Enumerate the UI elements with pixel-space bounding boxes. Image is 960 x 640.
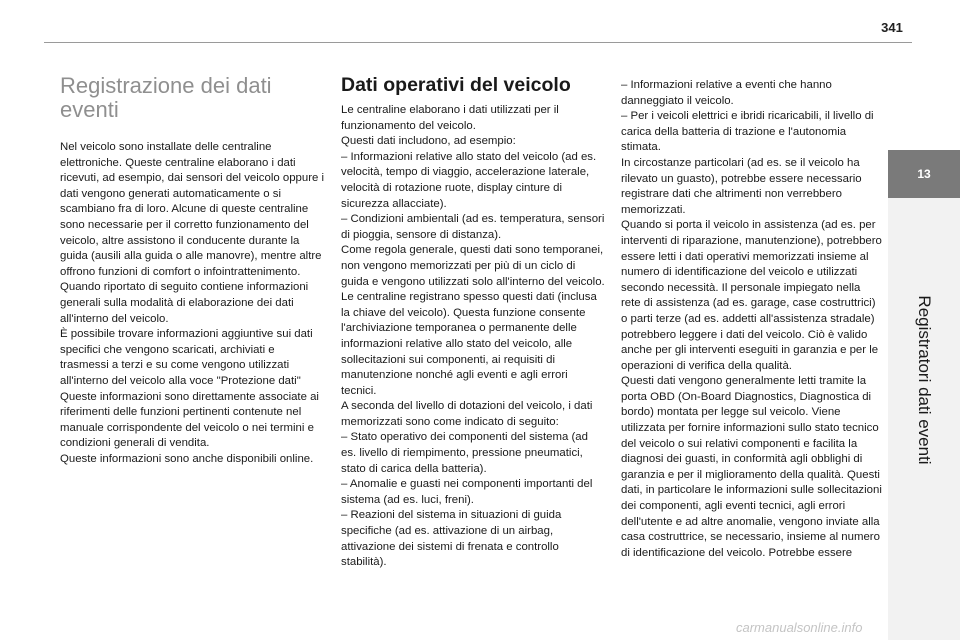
column-1-body: Nel veicolo sono installate delle centraline elettroniche. Queste centraline elaborano i dati ricevuti, ad esempio, dai sensori del veicolo oppure i dati vengono generati automaticamente o si scambiano fra di loro. Alcune di queste centraline sono necessarie per il corretto funzionamento del veicolo, altre assistono il conducente durante la guida (ausili alla guida o alle manovre), mentre altre offrono funzioni di comfort o infointrattenimento. Quando riportato di seguito contiene informazioni generali sulla modalità di elaborazione dei dati all'interno del veicolo. È possibile trovare informazioni aggiuntive sui dati specifici che vengono scaricati, archiviati e trasmessi a terzi e su come vengono utilizzati all'interno del veicolo alla voce "Protezione dati" Queste informazioni sono direttamente associate ai riferimenti delle funzioni pertinenti contenute nel manuale corrispondente del veicolo o nei termini e condizioni generali di vendita. Queste informazioni sono anche disponibili online. bbox=[60, 141, 325, 465]
watermark: carmanualsonline.info bbox=[736, 620, 863, 635]
section-title-dati-operativi: Dati operativi del veicolo bbox=[341, 74, 571, 96]
chapter-title: Registratori dati eventi bbox=[915, 295, 934, 465]
chapter-tab[interactable] bbox=[888, 150, 960, 198]
header-divider bbox=[44, 42, 912, 43]
column-2 bbox=[341, 74, 605, 571]
chapter-number: 13 bbox=[917, 167, 931, 181]
column-3 bbox=[621, 78, 883, 561]
section-title-registrazione: Registrazione dei dati eventi bbox=[60, 73, 272, 122]
column-3-body: – Informazioni relative a eventi che hanno danneggiato il veicolo. – Per i veicoli elettrici e ibridi ricaricabili, il livello di carica della batteria di trazione e l'autonomia stimata. In circostanze particolari (ad es. se il veicolo ha rilevato un guasto), potrebbe essere necessario registrare dati che altrimenti non verrebbero memorizzati. Quando si porta il veicolo in assistenza (ad es. per interventi di riparazione, manutenzione), potrebbero essere letti i dati operativi memorizzati insieme al numero di identificazione del veicolo e utilizzati secondo necessità. Il personale impiegato nella rete di assistenza (ad es. garage, case costruttrici) o parti terze (ad es. addetti all'assistenza stradale) potrebbero leggere i dati del veicolo. Ciò è valido anche per gli interventi eseguiti in garanzia e per le operazioni di verifica della qualità. Questi dati vengono generalmente letti tramite la porta OBD (On-Board Diagnostics, Diagnostica di bordo) montata per legge sul veicolo. Viene utilizzata per fornire informazioni sullo stato tecnico del veicolo o sui relativi componenti e facilita la diagnosi dei guasti, in conformità agli obblighi di garanzia e per il miglioramento della qualità. Questi dati, in particolare le informazioni sulle sollecitazioni dei componenti, agli eventi tecnici, agli errori dell'utente e ad altre anomalie, vengono inviate alla casa costruttrice, se necessario, insieme al numero di identificazione del veicolo. Potrebbe essere bbox=[621, 79, 882, 559]
page-number: 341 bbox=[881, 20, 903, 35]
column-2-body: Le centraline elaborano i dati utilizzati per il funzionamento del veicolo. Questi dati includono, ad esempio: – Informazioni relative allo stato del veicolo (ad es. velocità, tempo di viaggio, accelerazione laterale, velocità di rotazione ruote, display cinture di sicurezza allacciate). – Condizioni ambientali (ad es. temperatura, sensori di pioggia, sensore di distanza). Come regola generale, questi dati sono temporanei, non vengono memorizzati per più di un ciclo di guida e vengono utilizzati solo all'interno del veicolo. Le centraline registrano spesso questi dati (inclusa la chiave del veicolo). Questa funzione consente l'archiviazione temporanea o permanente delle informazioni relative allo stato del veicolo, alle sollecitazioni sui componenti, ai requisiti di manutenzione nonché agli eventi e agli errori tecnici. A seconda del livello di dotazioni del veicolo, i dati memorizzati sono come indicato di seguito: – Stato operativo dei componenti del sistema (ad es. livello di riempimento, pressione pneumatici, stato di carica della batteria). – Anomalie e guasti nei componenti importanti del sistema (ad es. luci, freni). – Reazioni del sistema in situazioni di guida specifiche (ad es. attivazione di un airbag, attivazione dei sistemi di frenata e controllo stabilità). bbox=[341, 104, 605, 569]
column-1 bbox=[60, 74, 326, 467]
